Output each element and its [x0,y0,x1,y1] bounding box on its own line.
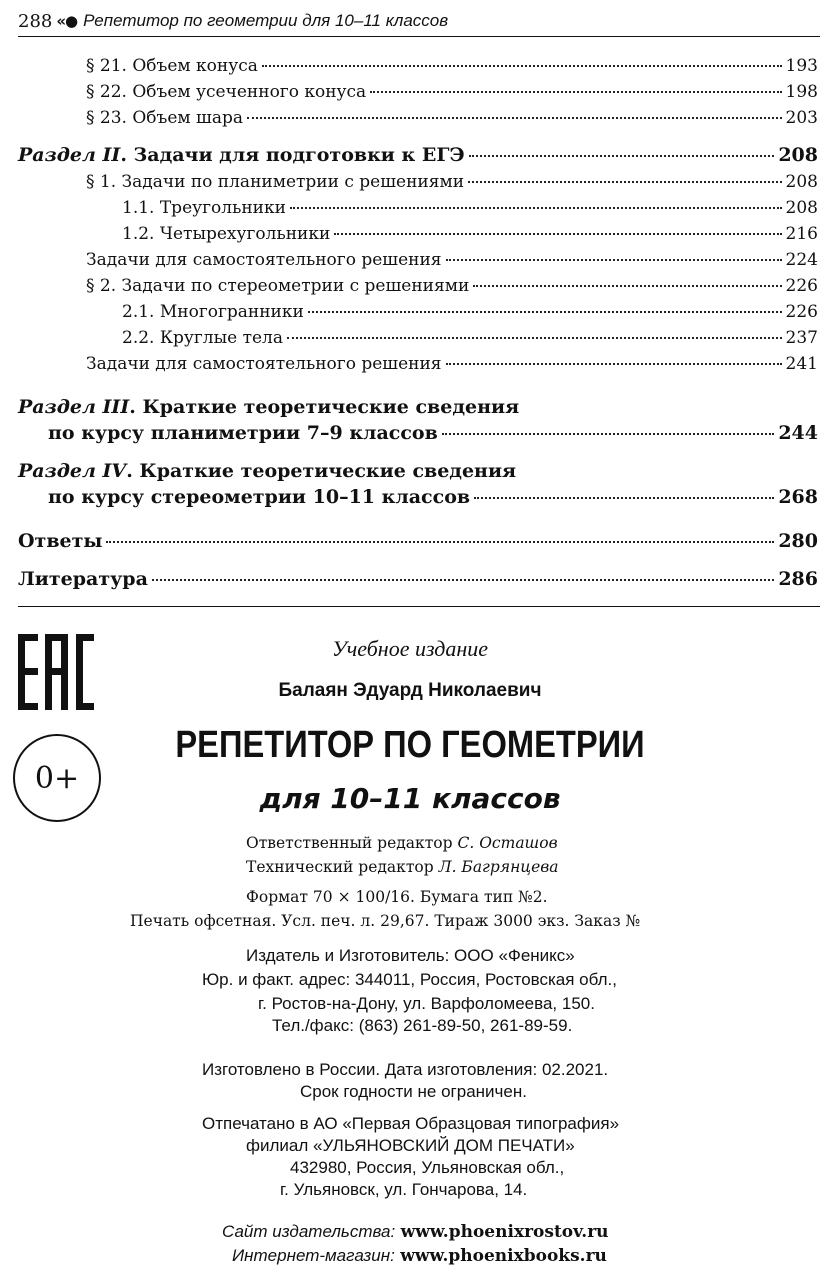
toc-entry-p2s2-2: 2.2. Круглые тела 237 [122,328,818,348]
printer-line-3: 432980, Россия, Ульяновская обл., [290,1158,565,1177]
publisher-line-3: г. Ростов-на-Дону, ул. Варфоломеева, 150. [258,994,595,1013]
toc-entry-p2s1-2: 1.2. Четырехугольники 216 [122,224,818,244]
header-ornament: «● [56,12,78,30]
website-link[interactable]: www.phoenixrostov.ru [400,1222,609,1242]
publisher-website: Сайт издательства: www.phoenixrostov.ru [222,1222,609,1242]
shop-link[interactable]: www.phoenixbooks.ru [400,1246,607,1266]
edition-type: Учебное издание [331,636,489,661]
section-divider [18,606,820,607]
toc-entry-s23: § 23. Объем шара 203 [86,108,818,128]
toc-entry-p2self2: Задачи для самостоятельного решения 241 [86,354,818,374]
shelf-life: Срок годности не ограничен. [300,1082,527,1101]
format-info: Формат 70 × 100/16. Бумага тип №2. [246,888,548,906]
toc-part-4: по курсу стереометрии 10–11 классов 268 [48,486,818,508]
publisher-line-2: Юр. и факт. адрес: 344011, Россия, Ростовская обл., [202,970,617,989]
page-number: 288 [18,10,53,32]
online-shop: Интернет-магазин: www.phoenixbooks.ru [232,1246,607,1266]
publisher-line-4: Тел./факс: (863) 261-89-50, 261-89-59. [272,1016,573,1035]
toc-part-4-title: Раздел IV. Краткие теоретические сведения [18,460,517,482]
toc-entry-p2s2-1: 2.1. Многогранники 226 [122,302,818,322]
publisher-line-1: Издатель и Изготовитель: ООО «Феникс» [246,946,575,965]
toc-part-3: по курсу планиметрии 7–9 классов 244 [48,422,818,444]
toc-entry-p2s1-1: 1.1. Треугольники 208 [122,198,818,218]
author-name: Балаян Эдуард Николаевич [278,680,542,701]
toc-entry-s22: § 22. Объем усеченного конуса 198 [86,82,818,102]
print-info: Печать офсетная. Усл. печ. л. 29,67. Тираж 3000 экз. Заказ № [130,912,641,930]
toc-answers: Ответы 280 [18,530,818,552]
toc-part-3-title: Раздел III. Краткие теоретические сведения [18,396,520,418]
eac-conformity-mark [18,634,94,710]
toc-part-2: Раздел II. Задачи для подготовки к ЕГЭ 208 [18,144,818,166]
manufacture-info: Изготовлено в России. Дата изготовления: 02.2021. [202,1060,609,1079]
book-title: РЕПЕТИТОР ПО ГЕОМЕТРИИ [175,724,645,766]
printer-line-1: Отпечатано в АО «Первая Образцовая типография» [202,1114,620,1133]
toc-entry-p2self1: Задачи для самостоятельного решения 224 [86,250,818,270]
toc-entry-s21: § 21. Объем конуса 193 [86,56,818,76]
toc-literature: Литература 286 [18,568,818,590]
running-header [18,6,820,37]
printer-line-2: филиал «УЛЬЯНОВСКИЙ ДОМ ПЕЧАТИ» [246,1136,575,1155]
printer-line-4: г. Ульяновск, ул. Гончарова, 14. [280,1180,528,1199]
technical-editor: Технический редактор Л. Багрянцева [246,858,559,876]
age-rating-badge: 0+ [13,734,101,822]
toc-entry-p2s1: § 1. Задачи по планиметрии с решениями 208 [86,172,818,192]
running-title: Репетитор по геометрии для 10–11 классов [83,11,449,30]
toc-entry-p2s2: § 2. Задачи по стереометрии с решениями 226 [86,276,818,296]
responsible-editor: Ответственный редактор С. Осташов [246,834,558,852]
book-subtitle: для 10–11 классов [259,782,561,815]
